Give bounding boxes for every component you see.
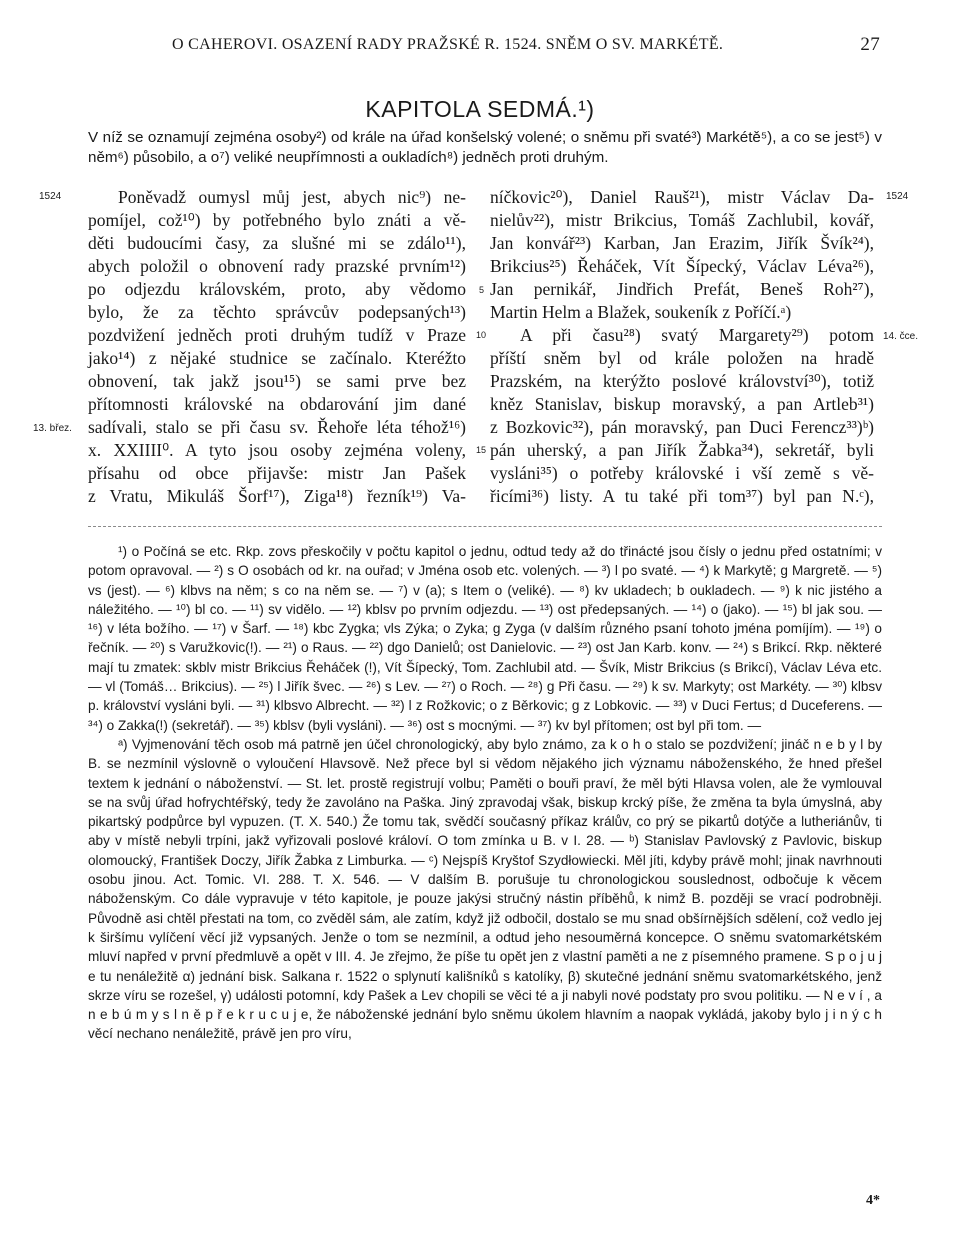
margin-date-right: 14. čce. <box>883 331 919 342</box>
text-line: příští sněm byl od krále položen na hradě <box>490 348 874 368</box>
text-line: abych položil o obnovení rady prazské prvním¹²) <box>88 256 466 276</box>
text-line: obnovení, tak jakž jsou¹⁵) se sami prve bez <box>88 371 466 391</box>
footnotes <box>88 542 882 1044</box>
running-header <box>172 36 880 54</box>
signature-mark: 4* <box>866 1193 880 1208</box>
text-line: děti budoucími časy, za slušné mi se zdálo¹¹), <box>88 233 466 253</box>
text-line: Martin Helm a Blažek, soukeník z Poříčí.ᵃ) <box>490 302 792 322</box>
text-line: přísahu od obce přijavše: mistr Jan Pašek <box>88 463 466 483</box>
text-line: bylo, že za těchto správcův podepsaných¹³) <box>88 302 466 322</box>
body-column-right <box>490 186 874 508</box>
page-number: 27 <box>860 34 880 55</box>
footnote-commentary: ᵃ) Vyjmenování těch osob má patrně jen účel chronologický, aby bylo známo, za k o h o stalo se pozdvižení; jináč n e b y l by B. se nezmínil výslovně o vyloučení Hlavsově. Než přece byl si vědom nějakého jich významu náboženského, že hned přešel textem k jednání o náboženství. — St. let. prostě registrují volbu; Paměti o bouři praví, že měl býti Hlavsa volen, ale že vymlouval se na svůj úřad hofrychtéřský, tedy že zavoláno na Paška. Jiný zpravodaj však, biskup krcký píše, že změna ta byla úmyslná, aby pikartský podpůrce byl vypuzen. (T. X. 540.) Že tomu tak, svědčí současný příkaz králův, co prý se pikartů dotýče a lutheriánův, ti aby v místě nebyli trpíni, jakž vyřizovali poslové královí. O tom zmínka u B. v I. 28. — ᵇ) Stanislav Pavlovský z Pavlovic, biskup olomoucký, František Doczy, Jiřík Žabka z Limburka. — ᶜ) Nejspíš Kryštof Szydłowiecki. Měl jíti, kdyby právě mohl; jinak navrhnouti osobu jinou. Act. Tomic. VI. 288. T. X. 546. — V dalším B. porušuje tu chronologickou souslednost, odbočuje k věcem náboženským. Co dále vypravuje v této kapitole, je pouze jakýsi stručný nástin příběhů, k nimž B. později se vrací podrobněji. Původně asi chtěl přestati na tom, co zvěděl sám, ale zatím, když již odbočil, dostalo se mu snad obšírnějších sdělení, což vedlo jej k širšímu vylíčení věcí již vypsaných. Jenže o tom se nezmínil, a odtud jeho nesouměrná koncepce. O sněmu svatomarkétském mluví napřed v první předmluvě a opět v III. 4. Je zřejmo, že píše tu opět jen z vlastní paměti a ne z písemného pramene. S p o j u j e tu nenáležitě α) jednání bisk. Salkana r. 1522 o splynutí kališníků s katolíky, β) skutečné jednání sněmu svatomarkétského, jenž skrze víru se rozešel, γ) události potomní, kdy Pašek a Lev chopili se věci té a ji nabyli nové podstaty pro svou politiku. — N e v í , a n e b ú m y s l n ě p ř e k r u c u j e, že náboženské jednání bylo sněmu úkolem hlavním a naopak vykládá, jakoby bylo j i n ý c h věcí nechano nenáležitě, právě jen pro víru, <box>88 736 882 1042</box>
text-line: Poněvadž oumysl můj jest, abych nic⁹) ne- <box>118 187 466 207</box>
text-line: A při času²⁸) svatý Margarety²⁹) potom <box>520 325 874 345</box>
margin-year-right: 1524 <box>886 191 909 202</box>
text-line: z Bozkovic³²), pán moravský, pan Duci Ferencz³³)ᵇ) <box>490 417 874 437</box>
margin-date-left: 13. břez. <box>33 423 72 434</box>
footnote-divider <box>88 526 882 527</box>
text-line: Jan pernikář, Jindřich Prefát, Beneš Roh²⁷), <box>490 279 874 299</box>
margin-year-left: 1524 <box>39 191 62 202</box>
text-line: Prazském, na kterýžto poslové království³⁰), totiž <box>490 371 874 391</box>
text-line: pomíjel, což¹⁰) by potřebného bylo znáti a vě- <box>88 210 466 230</box>
text-line: jako¹⁴) z nějaké studnice se začínalo. Kteréžto <box>88 348 466 368</box>
chapter-summary: V níž se oznamují zejména osoby²) od krále na úřad konšelský volené; o sněmu při svaté³) Markétě⁵), a co se jest⁵) v něm⁶) působilo, a o⁷) veliké neupřímnosti a oukladích⁸) jedněch proti druhým. <box>88 129 882 166</box>
text-line: sadívali, stalo se při času sv. Řehoře léta téhož¹⁶) <box>88 417 466 437</box>
running-title: O CAHEROVI. OSAZENÍ RADY PRAŽSKÉ R. 1524. SNĚM O SV. MARKÉTĚ. <box>172 36 724 53</box>
text-line: Jan konvář²³) Karban, Jan Erazim, Jiřík Švík²⁴), <box>490 233 874 253</box>
text-line: níčkovic²⁰), Daniel Rauš²¹), mistr Václav Da- <box>490 187 874 207</box>
text-line: nielův²²), mistr Brikcius, Tomáš Zachlubil, kovář, <box>490 210 874 230</box>
body-column-left <box>88 186 466 508</box>
line-number-10: 10 <box>476 330 487 340</box>
text-line: po odjezdu královském, proto, aby vědomo <box>88 279 466 299</box>
text-line: kněz Stanislav, biskup moravský, a pan Artleb³¹) <box>490 394 874 414</box>
text-line: Brikcius²⁵) Řeháček, Vít Šípecký, Václav Léva²⁶), <box>490 256 874 276</box>
text-line: pán uherský, a pan Jiřík Žabka³⁴), sekretář, byli <box>490 440 874 460</box>
text-line: z Vratu, Mikuláš Šorf¹⁷), Ziga¹⁸) řezník¹⁹) Va- <box>88 486 466 506</box>
text-line: vysláni³⁵) o potřeby královské i vší země s vě- <box>490 463 874 483</box>
line-number-5: 5 <box>479 285 485 295</box>
text-line: pozdvižení jedněch proti druhým tudíž v Praze <box>88 325 466 345</box>
text-line: x. XXIIII⁰. A tyto jsou osoby zejména voleny, <box>88 440 466 460</box>
text-line: přítomnosti královské na obdarování jim dané <box>88 394 466 414</box>
footnote-variants: ¹) o Počíná se etc. Rkp. zovs přeskočily v počtu kapitol o jednu, odtud tedy až do třinácté jsou čísly o jednu před ostatními; v potom opravoval. — ²) s O osobách od kr. na ouřad; v Jména osob etc. volených. — ³) l po svaté. — ⁴) k Markytě; g Margretě. — ⁵) vs (jest). — ⁶) klbvs na něm; s co na něm se. — ⁷) v (a); s Item o (veliké). — ⁸) kv ukladech; b oukladech. — ⁹) k nic jistého a náležitého. — ¹⁰) bl co. — ¹¹) sv vidělo. — ¹²) kblsv po prvním odjezdu. — ¹³) ost předepsaných. — ¹⁴) o (jako). — ¹⁵) bl jak sou. — ¹⁶) v léta božího. — ¹⁷) v Šarf. — ¹⁸) kbc Zygka; vls Zýka; o Zyka; g Zyga (v dalším různého psaní tohoto jména pomíjím). — ¹⁹) o řečník. — ²⁰) s Varužkovic(!). — ²¹) o Raus. — ²²) dgo Danielů; ost Danielovic. — ²³) ost Jan Karb. konv. — ²⁴) s Brikcí. Rkp. některé mají tu zmatek: skblv mistr Brikcius Řeháček (!), Vít Šípecký, Tom. Zachlubil atd. — Švík, Mistr Brikcius (s Brikcí), Václav Léva etc. — vl (Tomáš… Brikcius). — ²⁵) l Jiřík švec. — ²⁶) s Lev. — ²⁷) o Roch. — ²⁸) g Při času. — ²⁹) k sv. Markyty; ost Markéty. — ³⁰) klbsv p. království vysláni byli. — ³¹) klbsvo Albrecht. — ³²) l z Rožkovic; o z Běrkovic; g z Lobkovic. — ³³) v Duci Fertus; d Duceferens. — ³⁴) o Zakka(!) (sekretář). — ³⁵) kblsv (byli vysláni). — ³⁶) ost s mocnými. — ³⁷) kv byl přítomen; ost byl při tom. — <box>88 544 882 733</box>
line-number-15: 15 <box>476 445 487 455</box>
text-line: řicími³⁶) listy. A tu také při tom³⁷) byl pan N.ᶜ), <box>490 486 874 506</box>
chapter-title: KAPITOLA SEDMÁ.¹) <box>365 96 595 122</box>
